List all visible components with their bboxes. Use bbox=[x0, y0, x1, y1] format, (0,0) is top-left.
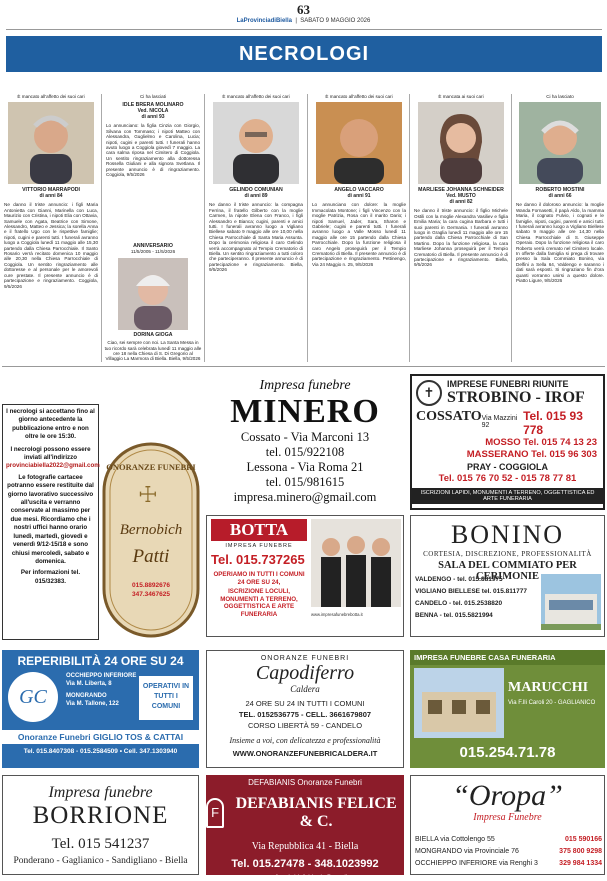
ad-capodiferro bbox=[206, 650, 404, 768]
ad-address: BIELLA via Cottolengo 55 bbox=[415, 836, 495, 843]
obituary-6 bbox=[514, 94, 606, 360]
ad-address: Cossato - Via Marconi 13 bbox=[240, 430, 370, 444]
ad-name: Bernobich bbox=[119, 522, 183, 538]
anniversary-title: ANNIVERSARIO bbox=[133, 243, 173, 249]
ad-giglio bbox=[2, 650, 199, 768]
ad-services: 24 ORE SU 24 IN TUTTI I COMUNI bbox=[245, 699, 365, 708]
ad-oropa bbox=[410, 775, 605, 875]
ad-phone: tel. 015/981615 bbox=[265, 475, 345, 489]
ad-services: OPERIAMO IN TUTTI I COMUNI 24 ORE SU 24, bbox=[213, 571, 305, 586]
ad-phone: 015.8892676 bbox=[132, 582, 170, 589]
ad-phone: 347.3467625 bbox=[132, 591, 170, 598]
ad-phone: 375 800 9298 bbox=[559, 848, 602, 855]
building-photo bbox=[541, 574, 601, 630]
building-photo bbox=[414, 668, 504, 738]
deceased-name: DORINA GIOGA bbox=[133, 331, 173, 338]
deceased-name: VITTORIO MARRAPODI bbox=[22, 187, 80, 194]
obituary-text: Lo annunciano con dolore: la moglie Immacolata Montone; i figli Vincenzo con la moglie Patrizia, Rosa con il marito Dario; i nipoti Samuel, Jader, Sara, Sharon e Gabriele; cugini e parenti tutti. I funerali avranno luogo a Valle Mosso lunedì 11 maggio alle ore 15 partendo dalla Chiesa Parrocchiale. Dopo la funzione religiosa il caro Angelo proseguirà per il Tempio Crematorio di Biella. Il presente annuncio è di partecipazione e ringraziamento. Pettinengo, Via 24 Maggio n. 25, 9/5/2026 bbox=[312, 202, 406, 267]
ad-address: CORSO LIBERTÀ 59 - CANDELO bbox=[247, 721, 363, 730]
deceased-name: ROBERTO MOSTINI bbox=[535, 187, 585, 194]
portrait-photo bbox=[316, 102, 402, 184]
staff-photo bbox=[311, 519, 401, 607]
deceased-name: ANGELO VACCARO bbox=[334, 187, 384, 194]
ad-name: BORRIONE bbox=[32, 802, 169, 829]
ad-phone: Tel. 015.27478 - 348.1023992 bbox=[231, 858, 379, 870]
obituary-4 bbox=[310, 94, 408, 360]
obituary-2 bbox=[104, 94, 202, 240]
ad-address: OCCHIEPPO INFERIORE via Renghi 3 bbox=[415, 860, 538, 867]
ad-name: “Oropa” bbox=[452, 779, 563, 812]
ad-marucchi bbox=[410, 650, 605, 768]
ad-city: COSSATO bbox=[416, 409, 482, 424]
angel-icon: ☩ bbox=[138, 482, 158, 507]
ad-title: MINERO bbox=[230, 393, 380, 430]
deceased-age: di anni 84 bbox=[39, 193, 63, 200]
ad-subtitle: Caldera bbox=[290, 684, 320, 694]
ad-name: DEFABIANIS FELICE & C. bbox=[235, 795, 397, 830]
portrait-photo bbox=[213, 102, 299, 184]
column-divider bbox=[409, 94, 410, 362]
ad-email: onoranzefunebridefabianis@gmail.com bbox=[248, 874, 362, 881]
ad-name: BOTTA bbox=[211, 519, 307, 541]
ad-title: ONORANZE FUNEBRI bbox=[106, 462, 196, 472]
ad-address: Via M. Liberta, 8 bbox=[66, 681, 112, 687]
ad-kicker: Impresa funebre bbox=[48, 784, 153, 801]
ad-phone: VIGLIANO BIELLESE tel. 015.811777 bbox=[415, 588, 527, 595]
ad-phone: 015 590166 bbox=[565, 836, 602, 843]
ad-address: Via Mazzini 92 bbox=[481, 415, 518, 429]
page-header: LaProvinciadiBiella | SABATO 9 MAGGIO 2026 bbox=[236, 18, 371, 24]
ad-title: IMPRESA FUNEBRE CASA FUNERARIA bbox=[410, 650, 605, 665]
notice-email[interactable]: provinciabiella2022@gmail.com bbox=[6, 462, 100, 470]
ad-phone: Tel. 015.737265 bbox=[211, 552, 305, 567]
deceased-widow-of: Ved. MUSTO bbox=[446, 193, 476, 200]
ad-badge: OPERATIVI IN TUTTI I COMUNI bbox=[139, 676, 193, 720]
deceased-name: IDLE BRERA MOLINARO bbox=[122, 102, 184, 109]
deceased-age: di anni 89 bbox=[244, 193, 268, 200]
ad-bonino bbox=[410, 515, 605, 637]
ad-name: Patti bbox=[132, 546, 170, 567]
cross-icon: ✝ bbox=[416, 380, 442, 406]
ad-title: DEFABIANIS Onoranze Funebri bbox=[248, 778, 362, 787]
ad-name: MARUCCHI bbox=[508, 680, 589, 695]
ad-phone: Tel. 015 93 778 bbox=[523, 409, 583, 437]
obituary-text: Ne danno il triste annuncio: la compagna Ferrina, il fratello Gilberto con la moglie Carmen, la nipote Elena con Franco, i figli Alessandro e Bianca; cugini, parenti e amici tutti. I funerali avranno luogo a Vigliano Biellese sabato 9 maggio alle ore 10,00 nella Chiesa Parrocchiale di Santa Maria Assunta. Dopo la cerimonia religiosa il caro Gelindo verrà accompagnato al Tempio Crematorio di Biella. Un sentito ringraziamento a tutti coloro che parteciperanno. Il presente annuncio è di partecipazione e ringraziamento. Biella, 9/5/2026 bbox=[209, 202, 303, 273]
deceased-widow-of: Ved. NICOLA bbox=[137, 108, 169, 115]
ad-tagline: CORTESIA, DISCREZIONE, PROFESSIONALITÀ bbox=[423, 550, 592, 558]
deceased-name: GELINDO COMUNIAN bbox=[229, 187, 283, 194]
submission-notice bbox=[2, 404, 99, 640]
deceased-age: di anni 66 bbox=[548, 193, 572, 200]
ad-phone: TEL. 0152536775 - CELL. 3661679807 bbox=[238, 710, 372, 719]
section-rule bbox=[2, 366, 605, 367]
portrait-photo bbox=[418, 102, 504, 184]
ad-phone: MOSSO Tel. 015 74 13 23 bbox=[485, 437, 597, 448]
column-divider bbox=[511, 94, 512, 362]
company-logo: F bbox=[206, 798, 224, 828]
deceased-name: MARLIESE JOHANNA SCHNEIDER bbox=[418, 187, 504, 194]
ad-bernobich bbox=[100, 440, 202, 640]
ad-name: Onoranze Funebri GIGLIO TOS & CATTAI bbox=[2, 730, 199, 744]
portrait-photo bbox=[118, 258, 188, 330]
anniversary-text: Ciao, sei sempre con noi. La Santa Messa in tuo ricordo sarà celebrata lunedì 11 maggio alle ore 18 nella Chiesa di S. Di Gregorio al Villaggio La Marmora di Biella. Biella, 9/5/2026 bbox=[104, 340, 202, 362]
ad-title: IMPRESE FUNEBRI RIUNITE bbox=[447, 379, 569, 389]
ad-phone: Tel. 015 541237 bbox=[51, 836, 150, 852]
ad-phone: 329 984 1334 bbox=[559, 860, 602, 867]
deceased-age: di anni 82 bbox=[449, 199, 473, 206]
column-divider bbox=[101, 94, 102, 362]
portrait-photo bbox=[519, 102, 601, 184]
ad-phone: CANDELO - tel. 015.2538820 bbox=[415, 600, 503, 607]
ad-subtitle: SALA DEL COMMIATO PER CERIMONIE bbox=[438, 560, 577, 582]
ad-subtitle: IMPRESA FUNEBRE bbox=[225, 543, 293, 549]
column-divider bbox=[204, 94, 205, 362]
obituary-3 bbox=[207, 94, 305, 360]
ad-strobino bbox=[410, 374, 605, 510]
ad-city: MONGRANDO bbox=[66, 693, 107, 699]
issue-date: SABATO 9 MAGGIO 2026 bbox=[300, 18, 371, 24]
obituary-text: Lo annunciano: la figlia Cinzia con Giorgio, Silvana con Tommaso; i nipoti Matteo con Alessandra, Guglielmo e Carolina, Lucia; nipoti, cugini e parenti tutti. I funerali hanno avuto luogo a Coggiola giovedì 7 maggio. La cara salma riposa nel Cimitero di Coggiola. Un sentito ringraziamento alla dottoressa Rossella Giuliani e alla signora Svetlana. Il presente annuncio è di ringraziamento. Coggiola, 9/5/2026 bbox=[106, 123, 200, 178]
ad-tagline: Insieme a voi, con delicatezza e professionalità bbox=[229, 736, 381, 745]
ad-email: impresa.minero@gmail.com bbox=[233, 490, 377, 504]
ad-cities: Ponderano - Gaglianico - Sandigliano - Biella bbox=[13, 856, 188, 866]
anniversary-dates: 11/5/2005 - 11/5/2026 bbox=[130, 249, 176, 255]
ad-title: ONORANZE FUNEBRI bbox=[260, 655, 350, 662]
ad-city: PRAY - COGGIOLA bbox=[466, 462, 548, 472]
ad-phone: tel. 015/922108 bbox=[265, 445, 345, 459]
ad-kicker: Impresa funebre bbox=[259, 378, 351, 393]
notice-photos: Le fotografie cartacee potranno essere restituite dal giorno lavorativo successivo all'uscita e verranno conservate al massimo per due mesi. Ricordiamo che i nostri uffici hanno orario lunedì, martedì, giovedì e venerdì 9/12-15/18 e sono chiusi mercoledì, sabato e domenica. bbox=[7, 473, 94, 565]
ad-address: Via F.lli Caroli 20 - GAGLIANICO bbox=[508, 700, 596, 706]
obituary-intro: È mancato all'affetto dei suoi cari bbox=[325, 94, 393, 99]
anniversary-notice bbox=[104, 244, 202, 364]
ad-address: Via Repubblica 41 - Biella bbox=[251, 841, 359, 852]
ad-web: WWW.ONORANZEFUNEBRICALDERA.IT bbox=[232, 749, 378, 758]
obituary-text: Ne danno il triste annuncio: il figlio Michele Ostili con la moglie Alexandra Vasiliev e figlia Emilia Maria; la cara cugina Barbara e tutti i suoi parenti in Germania. I funerali avranno luogo in Graglia lunedì 11 maggio alle ore 15 partendo dalla Chiesa Parrocchiale di San Martino. Dopo la funzione religiosa, la cara Marliese Johanna proseguirà per il Tempio Crematorio di Biella. Il presente annuncio è di partecipazione e ringraziamento. Biella, 9/5/2026 bbox=[414, 208, 508, 268]
obituary-1 bbox=[2, 94, 100, 360]
ad-web: www.impresafunebrebotta.it bbox=[311, 612, 363, 617]
ad-phone: Tel. 015.8407308 - 015.2584509 • Cell. 347.1303940 bbox=[23, 748, 178, 755]
obituary-intro: È mancato all'affetto dei suoi cari bbox=[222, 94, 290, 99]
ad-phone: Tel. 015 76 70 52 - 015 78 77 81 bbox=[438, 473, 577, 484]
obituary-intro: Ci ha lasciati bbox=[139, 94, 167, 99]
ad-defabianis bbox=[206, 775, 404, 881]
ad-name: Capodiferro bbox=[255, 662, 355, 684]
portrait-photo bbox=[8, 102, 94, 184]
ad-botta bbox=[206, 515, 404, 637]
obituary-text: Ne danno il triste annuncio: i figli Maria Antonietta con Gianni, Marinella con Luca, Maurizio con Cristina, i nipoti Elia con Ottavia, Samuele con Agata, Beatrice con Simone, Alessandro, Matteo e Jessica; la sorella Anna e il fratello Ugo con le rispettive famiglie; nipoti, cugini e parenti tutti. I funerali avranno luogo a Coggiola lunedì 11 maggio alle 15,30 partendo dalla Chiesa Parrocchiale. Il Santo Rosario verrà recitato domenica 10 maggio alle 20,30 nella Chiesa Parrocchiale di Coggiola. Un sentito ringraziamento alle dottoresse e al personale per le amorevoli cure prestate. Il presente annuncio è di partecipazione e ringraziamento. Coggiola, 9/5/2026 bbox=[4, 202, 98, 289]
obituary-text: Ne danno il doloroso annuncio: la moglie Wanda Fornasetti, il papà Aldo, la mamma Maria, il cognato Fulvio, i cognati e le famiglie, nipoti, cugini, parenti e amici tutti. I funerali avranno luogo a Vigliano Biellese sabato 9 maggio alle ore 14,30 nella Chiesa Parrocchiale di S. Giuseppe Operaio. Dopo la funzione religiosa il caro Roberto verrà cremato nel Cimitero locale. In offerte dalla famiglia si prega di trovare presso la Sala Commiato Bonino, via Delfini a Sella 64, Valdengo e saranno i dati sarà esposti. Si ringraziano fin d'ora quanti vorranno unirsi a questo dolore. Piatto Ligure, 9/5/2026 bbox=[516, 202, 604, 284]
ad-name: STROBINO - IROF bbox=[447, 389, 585, 406]
obituary-5 bbox=[412, 94, 510, 360]
ad-address: Lessona - Via Roma 21 bbox=[246, 460, 364, 474]
notice-info: Per informazioni tel. 015/32383. bbox=[20, 569, 81, 585]
ad-title: REPERIBILITÀ 24 ORE SU 24 bbox=[17, 654, 184, 668]
column-divider bbox=[307, 94, 308, 362]
ad-phone: BENNA - tel. 015.5821994 bbox=[415, 612, 493, 619]
ad-city: OCCHIEPPO INFERIORE bbox=[66, 673, 137, 679]
ad-address: MONGRANDO via Provinciale 76 bbox=[415, 848, 519, 855]
publication-name: LaProvinciadiBiella bbox=[236, 18, 292, 24]
deceased-age: di anni 93 bbox=[141, 114, 165, 121]
ad-minero bbox=[206, 374, 404, 510]
ad-footer: ISCRIZIONI LAPIDI, MONUMENTI A TERRENO, OGGETTISTICA ED ARTE FUNERARIA bbox=[412, 488, 603, 504]
notice-email-intro: I necrologi possono essere inviati all'indirizzo bbox=[10, 445, 91, 462]
obituary-intro: È mancata ai suoi cari bbox=[438, 94, 484, 99]
ad-phone: VALDENGO - tel. 015.881975 bbox=[415, 576, 503, 583]
section-banner: NECROLOGI bbox=[6, 36, 602, 72]
ad-address: Via M. Tallone, 122 bbox=[66, 701, 119, 707]
ad-name: BONINO bbox=[450, 520, 565, 549]
page-number: 63 bbox=[297, 2, 310, 17]
ad-borrione bbox=[2, 775, 199, 875]
ad-subtitle: Impresa Funebre bbox=[473, 812, 542, 823]
ad-phone: MASSERANO Tel. 015 96 303 bbox=[466, 449, 597, 460]
obituary-intro: Ci ha lasciato bbox=[546, 94, 574, 99]
header-rule bbox=[6, 29, 602, 30]
company-logo: GC bbox=[8, 672, 58, 722]
obituary-intro: È mancato all'affetto dei suoi cari bbox=[17, 94, 85, 99]
ad-phone: 015.254.71.78 bbox=[459, 744, 556, 761]
ad-services: ISCRIZIONE LOCULI, MONUMENTI A TERRENO, OGGETTISTICA E ARTE FUNERARIA bbox=[220, 588, 298, 618]
notice-deadline: I necrologi si accettano fino al giorno antecedente la pubblicazione entro e non oltre le ore 15:30. bbox=[6, 408, 95, 441]
deceased-age: di anni 91 bbox=[347, 193, 371, 200]
